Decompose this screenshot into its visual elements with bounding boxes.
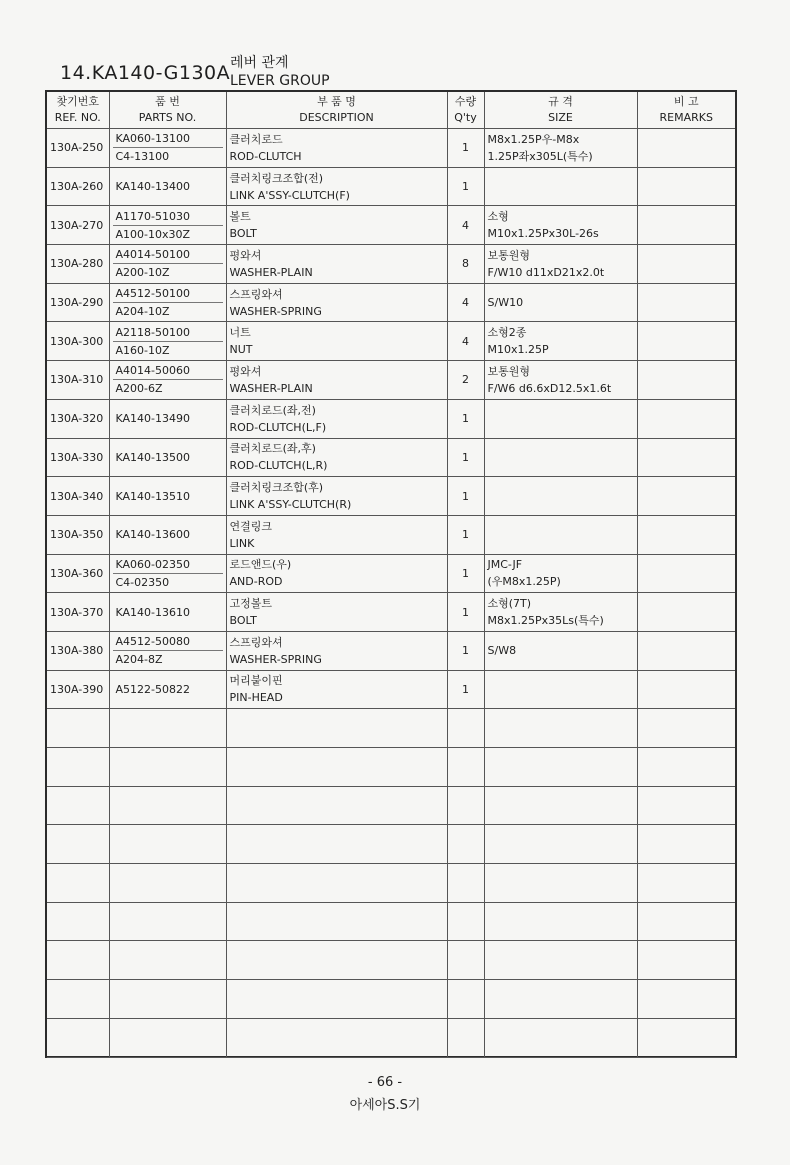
empty-cell bbox=[47, 786, 109, 825]
page-number: - 66 - bbox=[367, 1075, 403, 1090]
parts-no-primary: A4512-50080 bbox=[113, 633, 223, 651]
cell-remarks bbox=[637, 477, 735, 516]
page-title-korean: 레버 관계 bbox=[230, 55, 289, 71]
empty-cell bbox=[637, 941, 735, 980]
cell-qty: 1 bbox=[447, 670, 484, 709]
description-korean: 고정볼트 bbox=[229, 597, 273, 611]
parts-no-primary: A1170-51030 bbox=[113, 208, 223, 226]
parts-no-primary: KA140-13500 bbox=[115, 450, 191, 464]
description-korean: 클러치링크조합(후) bbox=[229, 481, 324, 495]
size-line-1: 보통원형 bbox=[487, 364, 531, 378]
size-line-1: S/W8 bbox=[487, 644, 517, 658]
parts-no-primary: KA140-13490 bbox=[115, 412, 191, 426]
table-row bbox=[47, 554, 735, 593]
cell-remarks bbox=[637, 361, 735, 400]
parts-table bbox=[47, 92, 735, 1058]
empty-cell bbox=[637, 980, 735, 1019]
empty-cell bbox=[109, 786, 226, 825]
cell-parts-no bbox=[109, 399, 226, 438]
cell-qty: 2 bbox=[447, 361, 484, 400]
cell-description bbox=[226, 361, 447, 400]
empty-table-row bbox=[47, 825, 735, 864]
cell-qty: 4 bbox=[447, 206, 484, 245]
parts-no-secondary: A100-10x30Z bbox=[115, 227, 191, 241]
cell-ref-no: 130A-380 bbox=[47, 631, 109, 670]
empty-cell bbox=[484, 1018, 637, 1057]
description-korean: 클러치로드 bbox=[229, 132, 283, 146]
empty-table-row bbox=[47, 902, 735, 941]
cell-remarks bbox=[637, 206, 735, 245]
table-row bbox=[47, 361, 735, 400]
company-name: 아세아S.S기 bbox=[349, 1098, 421, 1113]
cell-ref-no: 130A-390 bbox=[47, 670, 109, 709]
empty-cell bbox=[484, 864, 637, 903]
cell-size bbox=[484, 399, 637, 438]
empty-cell bbox=[484, 786, 637, 825]
cell-ref-no: 130A-360 bbox=[47, 554, 109, 593]
cell-qty: 1 bbox=[447, 129, 484, 168]
size-line-2: M10x1.25Px30L-26s bbox=[487, 227, 599, 241]
description-korean: 로드앤드(우) bbox=[229, 558, 292, 572]
cell-ref-no: 130A-280 bbox=[47, 245, 109, 284]
size-line-2: M10x1.25P bbox=[487, 343, 549, 357]
empty-table-row bbox=[47, 709, 735, 748]
cell-size bbox=[484, 361, 637, 400]
empty-cell bbox=[47, 825, 109, 864]
cell-description bbox=[226, 515, 447, 554]
cell-qty: 1 bbox=[447, 554, 484, 593]
cell-qty: 4 bbox=[447, 322, 484, 361]
description-korean: 클러치링크조합(전) bbox=[229, 171, 324, 185]
cell-ref-no: 130A-340 bbox=[47, 477, 109, 516]
parts-no-primary: KA060-13100 bbox=[113, 130, 223, 148]
header-description: 부 품 명 DESCRIPTION bbox=[226, 92, 447, 129]
cell-parts-no bbox=[109, 361, 226, 400]
cell-ref-no: 130A-310 bbox=[47, 361, 109, 400]
cell-remarks bbox=[637, 438, 735, 477]
description-english: BOLT bbox=[229, 614, 257, 628]
parts-no-primary: KA140-13510 bbox=[115, 489, 191, 503]
cell-qty: 1 bbox=[447, 438, 484, 477]
cell-qty: 1 bbox=[447, 515, 484, 554]
empty-cell bbox=[637, 825, 735, 864]
parts-no-primary: KA140-13400 bbox=[115, 180, 191, 194]
cell-remarks bbox=[637, 631, 735, 670]
empty-cell bbox=[109, 864, 226, 903]
description-english: PIN-HEAD bbox=[229, 691, 283, 705]
cell-size bbox=[484, 206, 637, 245]
size-line-1: 보통원형 bbox=[487, 248, 531, 262]
cell-qty: 1 bbox=[447, 399, 484, 438]
empty-cell bbox=[637, 1018, 735, 1057]
description-english: WASHER-SPRING bbox=[229, 652, 322, 666]
description-english: LINK A'SSY-CLUTCH(R) bbox=[229, 498, 352, 512]
parts-no-primary: A4512-50100 bbox=[113, 285, 223, 303]
cell-size bbox=[484, 322, 637, 361]
cell-qty: 1 bbox=[447, 167, 484, 206]
cell-size bbox=[484, 438, 637, 477]
empty-cell bbox=[484, 941, 637, 980]
cell-remarks bbox=[637, 283, 735, 322]
empty-cell bbox=[47, 748, 109, 787]
empty-cell bbox=[226, 709, 447, 748]
cell-parts-no bbox=[109, 167, 226, 206]
cell-parts-no bbox=[109, 438, 226, 477]
empty-cell bbox=[484, 825, 637, 864]
parts-no-primary: A4014-50100 bbox=[113, 246, 223, 264]
cell-remarks bbox=[637, 593, 735, 632]
cell-parts-no bbox=[109, 515, 226, 554]
description-english: LINK A'SSY-CLUTCH(F) bbox=[229, 188, 350, 202]
header-ref-no: 찾기번호 REF. NO. bbox=[47, 92, 109, 129]
cell-parts-no bbox=[109, 283, 226, 322]
cell-remarks bbox=[637, 670, 735, 709]
empty-cell bbox=[47, 941, 109, 980]
table-row bbox=[47, 631, 735, 670]
cell-parts-no bbox=[109, 631, 226, 670]
description-korean: 평와셔 bbox=[229, 364, 262, 378]
table-row bbox=[47, 438, 735, 477]
empty-cell bbox=[47, 709, 109, 748]
parts-no-secondary: A200-6Z bbox=[115, 382, 163, 396]
cell-remarks bbox=[637, 245, 735, 284]
description-english: WASHER-PLAIN bbox=[229, 381, 313, 395]
cell-remarks bbox=[637, 554, 735, 593]
empty-cell bbox=[109, 902, 226, 941]
empty-cell bbox=[447, 709, 484, 748]
empty-cell bbox=[226, 902, 447, 941]
header-qty: 수량 Q'ty bbox=[447, 92, 484, 129]
cell-remarks bbox=[637, 129, 735, 168]
table-row bbox=[47, 515, 735, 554]
empty-cell bbox=[447, 786, 484, 825]
cell-remarks bbox=[637, 167, 735, 206]
cell-ref-no: 130A-270 bbox=[47, 206, 109, 245]
cell-ref-no: 130A-330 bbox=[47, 438, 109, 477]
description-korean: 클러치로드(좌,전) bbox=[229, 403, 316, 417]
parts-table-body bbox=[47, 129, 735, 1058]
empty-cell bbox=[484, 748, 637, 787]
description-english: ROD-CLUTCH(L,F) bbox=[229, 420, 327, 434]
description-korean: 스프링와셔 bbox=[229, 635, 283, 649]
parts-no-primary: KA140-13610 bbox=[115, 605, 191, 619]
cell-parts-no bbox=[109, 477, 226, 516]
cell-remarks bbox=[637, 399, 735, 438]
description-korean: 스프링와셔 bbox=[229, 287, 283, 301]
table-row bbox=[47, 129, 735, 168]
cell-size bbox=[484, 477, 637, 516]
empty-cell bbox=[637, 748, 735, 787]
empty-cell bbox=[637, 786, 735, 825]
size-line-1: JMC-JF bbox=[487, 558, 523, 572]
table-row bbox=[47, 399, 735, 438]
parts-no-primary: KA140-13600 bbox=[115, 528, 191, 542]
cell-parts-no bbox=[109, 593, 226, 632]
empty-cell bbox=[226, 786, 447, 825]
cell-description bbox=[226, 206, 447, 245]
page-title-code: 14.KA140-G130A bbox=[60, 62, 231, 84]
parts-no-secondary: C4-02350 bbox=[115, 575, 170, 589]
cell-qty: 4 bbox=[447, 283, 484, 322]
description-english: LINK bbox=[229, 536, 255, 550]
empty-cell bbox=[226, 941, 447, 980]
empty-cell bbox=[226, 1018, 447, 1057]
empty-cell bbox=[109, 941, 226, 980]
empty-cell bbox=[447, 825, 484, 864]
empty-cell bbox=[47, 1018, 109, 1057]
size-line-2: 1.25P좌x305L(특수) bbox=[487, 149, 593, 163]
empty-cell bbox=[447, 902, 484, 941]
cell-description bbox=[226, 670, 447, 709]
cell-size bbox=[484, 129, 637, 168]
cell-description bbox=[226, 129, 447, 168]
cell-size bbox=[484, 593, 637, 632]
size-line-2: F/W10 d11xD21x2.0t bbox=[487, 265, 605, 279]
table-row bbox=[47, 206, 735, 245]
table-row bbox=[47, 167, 735, 206]
size-line-1: 소형 bbox=[487, 210, 509, 224]
parts-no-primary: A4014-50060 bbox=[113, 362, 223, 380]
empty-cell bbox=[484, 902, 637, 941]
description-korean: 연결링크 bbox=[229, 519, 273, 533]
parts-no-secondary: A204-8Z bbox=[115, 653, 163, 667]
header-size: 규 격 SIZE bbox=[484, 92, 637, 129]
cell-description bbox=[226, 167, 447, 206]
parts-no-primary: KA060-02350 bbox=[113, 556, 223, 574]
parts-no-secondary: A200-10Z bbox=[115, 266, 170, 280]
cell-parts-no bbox=[109, 206, 226, 245]
table-row bbox=[47, 670, 735, 709]
cell-size bbox=[484, 245, 637, 284]
cell-qty: 8 bbox=[447, 245, 484, 284]
cell-description bbox=[226, 245, 447, 284]
table-row bbox=[47, 477, 735, 516]
size-line-2: F/W6 d6.6xD12.5x1.6t bbox=[487, 381, 612, 395]
empty-table-row bbox=[47, 1018, 735, 1057]
cell-description bbox=[226, 593, 447, 632]
empty-cell bbox=[109, 1018, 226, 1057]
cell-size bbox=[484, 167, 637, 206]
table-row bbox=[47, 283, 735, 322]
cell-description bbox=[226, 438, 447, 477]
cell-qty: 1 bbox=[447, 477, 484, 516]
cell-remarks bbox=[637, 322, 735, 361]
empty-cell bbox=[226, 748, 447, 787]
cell-ref-no: 130A-350 bbox=[47, 515, 109, 554]
empty-cell bbox=[226, 825, 447, 864]
parts-no-primary: A5122-50822 bbox=[115, 682, 190, 696]
parts-no-primary: A2118-50100 bbox=[113, 324, 223, 342]
empty-cell bbox=[447, 748, 484, 787]
cell-size bbox=[484, 283, 637, 322]
empty-cell bbox=[109, 709, 226, 748]
empty-cell bbox=[447, 864, 484, 903]
description-english: ROD-CLUTCH(L,R) bbox=[229, 459, 328, 473]
cell-parts-no bbox=[109, 129, 226, 168]
empty-table-row bbox=[47, 864, 735, 903]
cell-description bbox=[226, 283, 447, 322]
size-line-1: M8x1.25P우-M8x bbox=[487, 132, 580, 146]
parts-no-secondary: A160-10Z bbox=[115, 343, 170, 357]
table-header-row bbox=[47, 92, 735, 129]
cell-size bbox=[484, 670, 637, 709]
empty-cell bbox=[109, 748, 226, 787]
cell-ref-no: 130A-290 bbox=[47, 283, 109, 322]
empty-cell bbox=[484, 709, 637, 748]
description-english: BOLT bbox=[229, 227, 257, 241]
size-line-2: M8x1.25Px35Ls(특수) bbox=[487, 614, 604, 628]
table-row bbox=[47, 593, 735, 632]
cell-parts-no bbox=[109, 670, 226, 709]
description-english: AND-ROD bbox=[229, 575, 283, 589]
cell-ref-no: 130A-370 bbox=[47, 593, 109, 632]
empty-cell bbox=[447, 1018, 484, 1057]
cell-parts-no bbox=[109, 322, 226, 361]
cell-qty: 1 bbox=[447, 631, 484, 670]
cell-description bbox=[226, 477, 447, 516]
cell-description bbox=[226, 554, 447, 593]
cell-size bbox=[484, 554, 637, 593]
empty-cell bbox=[47, 864, 109, 903]
empty-table-row bbox=[47, 748, 735, 787]
table-row bbox=[47, 322, 735, 361]
description-korean: 볼트 bbox=[229, 210, 251, 224]
cell-parts-no bbox=[109, 245, 226, 284]
description-english: NUT bbox=[229, 343, 253, 357]
cell-parts-no bbox=[109, 554, 226, 593]
size-line-2: (우M8x1.25P) bbox=[487, 575, 561, 589]
description-english: WASHER-PLAIN bbox=[229, 265, 313, 279]
cell-ref-no: 130A-250 bbox=[47, 129, 109, 168]
empty-cell bbox=[637, 864, 735, 903]
empty-cell bbox=[637, 709, 735, 748]
empty-cell bbox=[47, 980, 109, 1019]
size-line-1: S/W10 bbox=[487, 296, 524, 310]
description-english: WASHER-SPRING bbox=[229, 304, 322, 318]
empty-cell bbox=[447, 941, 484, 980]
cell-size bbox=[484, 515, 637, 554]
description-korean: 머리붙이핀 bbox=[229, 674, 283, 688]
empty-cell bbox=[47, 902, 109, 941]
cell-size bbox=[484, 631, 637, 670]
description-english: ROD-CLUTCH bbox=[229, 149, 302, 163]
cell-ref-no: 130A-260 bbox=[47, 167, 109, 206]
cell-description bbox=[226, 631, 447, 670]
table-row bbox=[47, 245, 735, 284]
empty-cell bbox=[484, 980, 637, 1019]
cell-remarks bbox=[637, 515, 735, 554]
empty-table-row bbox=[47, 980, 735, 1019]
parts-no-secondary: A204-10Z bbox=[115, 305, 170, 319]
parts-table-frame bbox=[45, 90, 737, 1058]
cell-qty: 1 bbox=[447, 593, 484, 632]
description-korean: 클러치로드(좌,후) bbox=[229, 442, 316, 456]
cell-ref-no: 130A-320 bbox=[47, 399, 109, 438]
empty-table-row bbox=[47, 941, 735, 980]
header-remarks: 비 고 REMARKS bbox=[637, 92, 735, 129]
parts-no-secondary: C4-13100 bbox=[115, 150, 170, 164]
empty-cell bbox=[226, 980, 447, 1019]
cell-ref-no: 130A-300 bbox=[47, 322, 109, 361]
size-line-1: 소형(7T) bbox=[487, 597, 532, 611]
size-line-1: 소형2종 bbox=[487, 326, 527, 340]
empty-cell bbox=[109, 980, 226, 1019]
empty-cell bbox=[109, 825, 226, 864]
description-korean: 너트 bbox=[229, 326, 251, 340]
cell-description bbox=[226, 399, 447, 438]
empty-cell bbox=[637, 902, 735, 941]
empty-cell bbox=[447, 980, 484, 1019]
header-parts-no: 품 번 PARTS NO. bbox=[109, 92, 226, 129]
page-title-english: LEVER GROUP bbox=[230, 73, 330, 89]
cell-description bbox=[226, 322, 447, 361]
description-korean: 평와셔 bbox=[229, 248, 262, 262]
empty-table-row bbox=[47, 786, 735, 825]
empty-cell bbox=[226, 864, 447, 903]
